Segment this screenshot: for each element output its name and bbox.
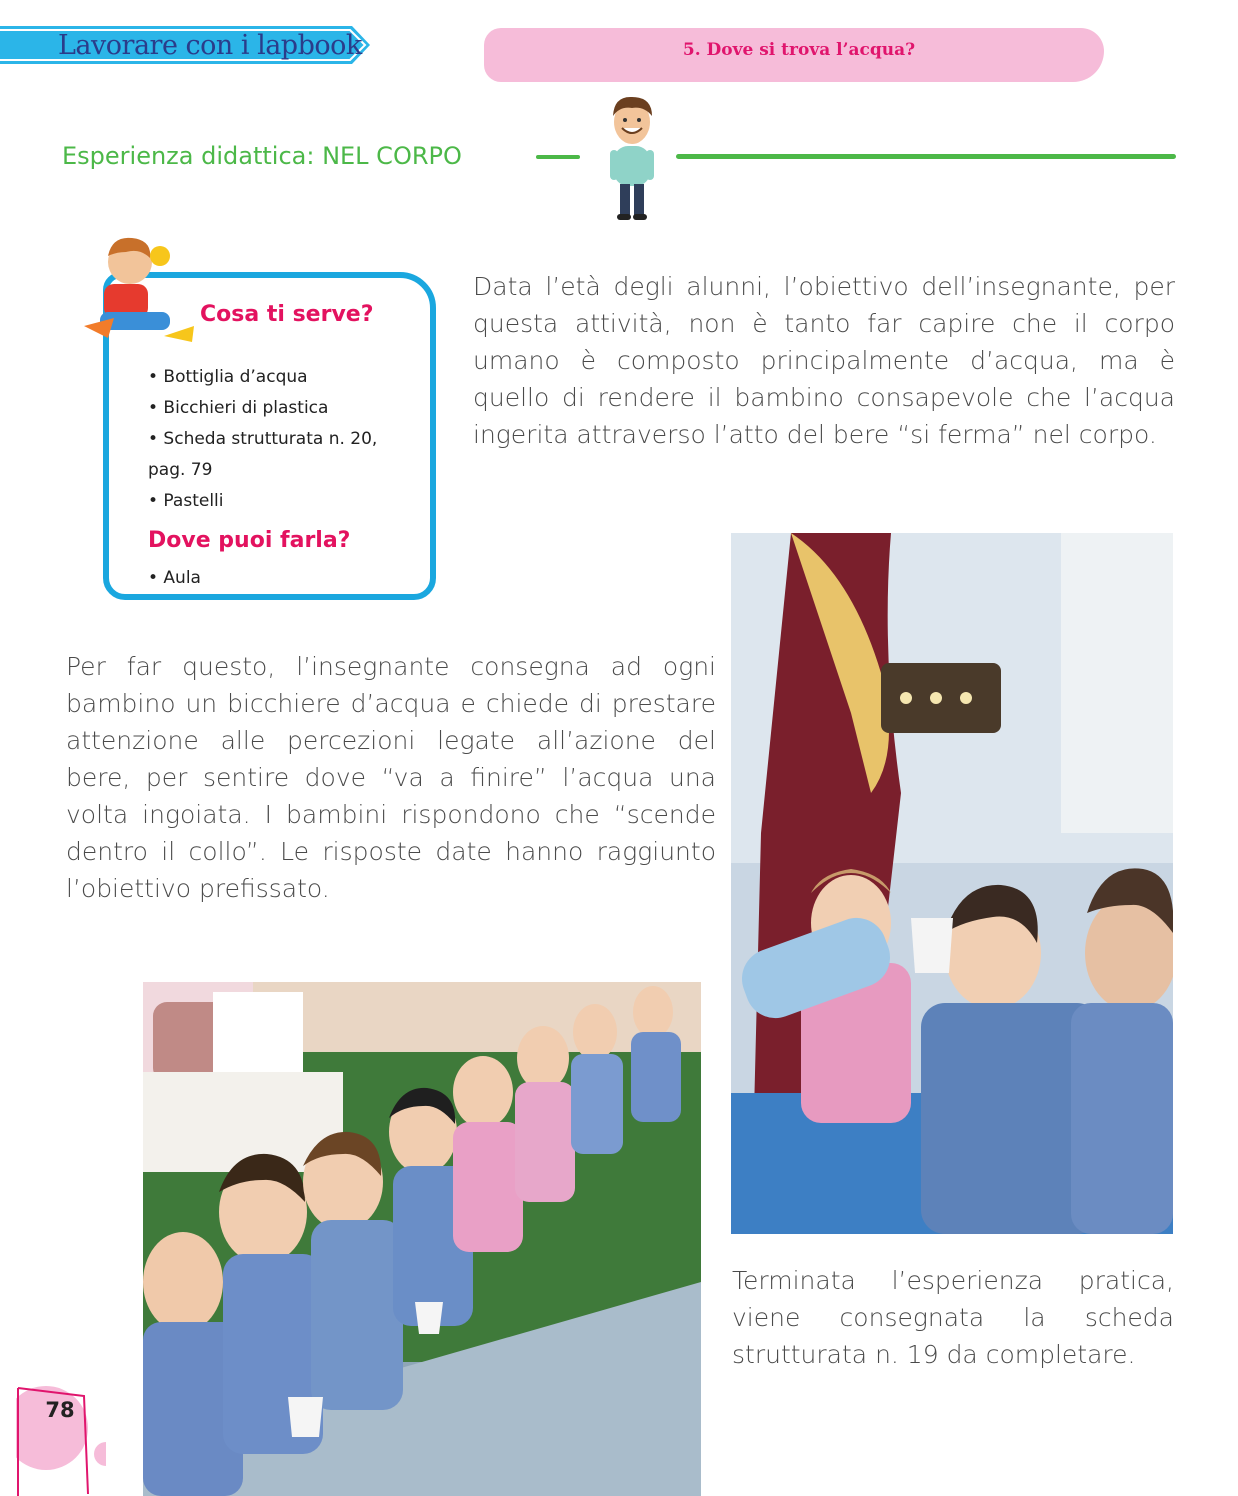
chapter-title: 5. Dove si trova l’acqua? bbox=[682, 40, 916, 60]
painting-child-illustration bbox=[74, 226, 214, 346]
divider-line-left bbox=[536, 155, 580, 159]
intro-paragraph: Data l’età degli alunni, l’obiettivo dell’insegnante, per questa attività, non è tanto far capire che il corpo umano è composto principalmente d’acqua, ma è quello di rendere il bambino consapevole che l’acqua ingerita attraverso l’atto del bere “si ferma” nel corpo. bbox=[473, 272, 1175, 449]
header-tab-label: Lavorare con i lapbook bbox=[58, 30, 362, 61]
materials-item: • Bottiglia d’acqua bbox=[148, 367, 308, 387]
activity-paragraph: Per far questo, l’insegnante consegna ad ogni bambino un bicchiere d’acqua e chiede di prestare attenzione alle percezioni legate all’azione del bere, per sentire dove “va a finire” l’acqua una volta ingoiata. I bambini rispondono che “scende dentro il collo”. Le risposte date hanno raggiunto l’obiettivo prefissato. bbox=[66, 652, 716, 903]
materials-item: pag. 79 bbox=[148, 460, 213, 480]
materials-item: • Pastelli bbox=[148, 491, 224, 511]
section-title: Esperienza didattica: NEL CORPO bbox=[62, 142, 462, 170]
children-drinking-photo bbox=[143, 982, 701, 1496]
materials-title: Cosa ti serve? bbox=[200, 302, 374, 327]
page-number: 78 bbox=[45, 1398, 75, 1422]
location-item: • Aula bbox=[148, 568, 201, 588]
teacher-pouring-photo bbox=[731, 533, 1173, 1234]
materials-item: • Scheda strutturata n. 20, bbox=[148, 429, 378, 449]
closing-paragraph: Terminata l’esperienza pratica, viene consegnata la scheda strutturata n. 19 da completare. bbox=[732, 1266, 1174, 1369]
materials-list bbox=[148, 362, 377, 517]
divider-line-right bbox=[676, 154, 1176, 159]
materials-item: • Bicchieri di plastica bbox=[148, 398, 329, 418]
boy-illustration bbox=[600, 92, 664, 222]
location-title: Dove puoi farla? bbox=[148, 528, 351, 553]
